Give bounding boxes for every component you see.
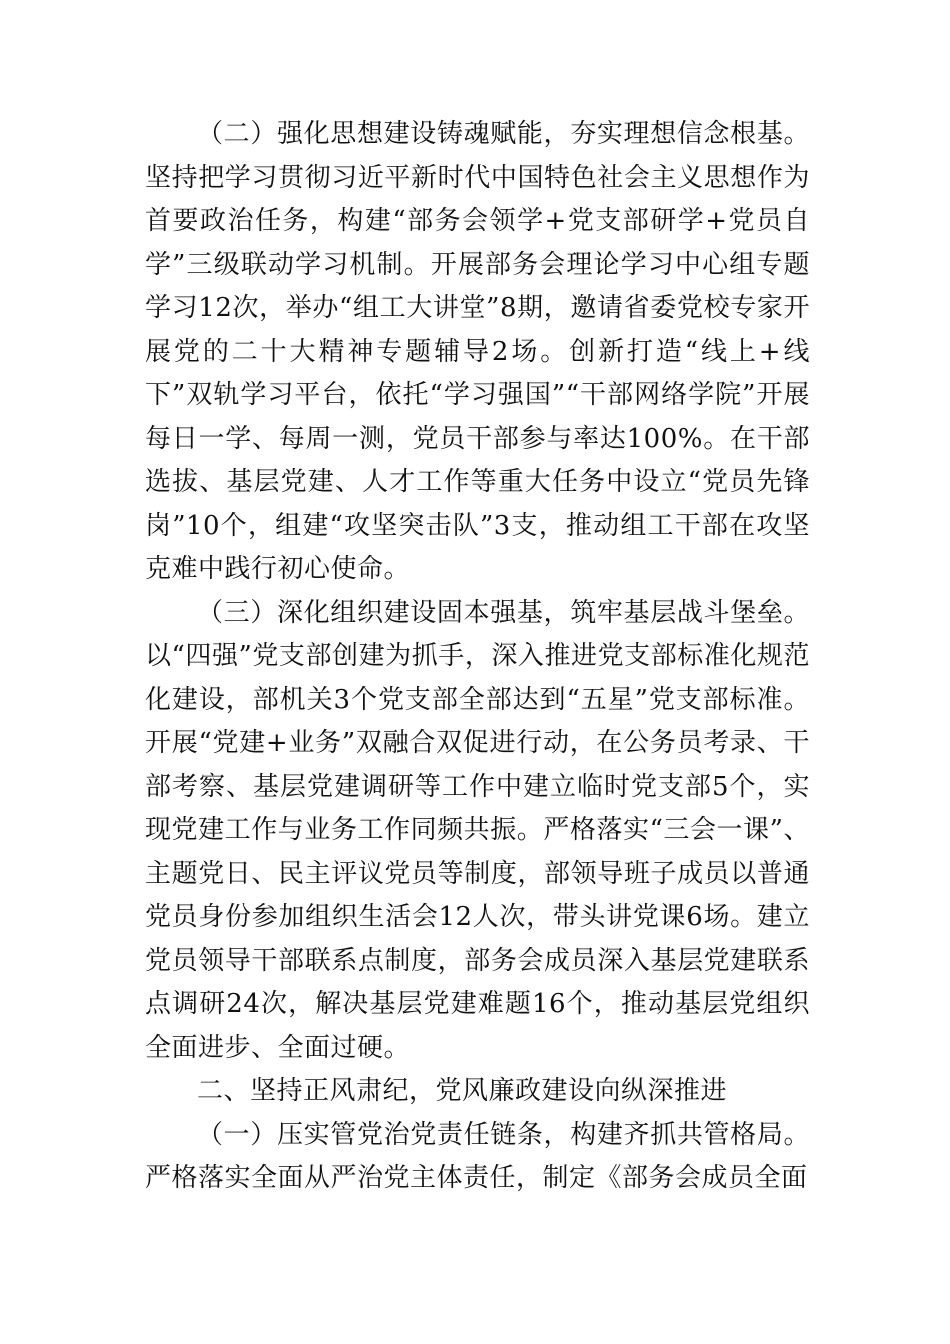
document-body	[145, 113, 810, 1201]
section-heading-discipline: 二、坚持正风肃纪，党风廉政建设向纵深推进	[197, 1076, 728, 1106]
paragraph-organizational-building: （三）深化组织建设固本强基，筑牢基层战斗堡垒。以“四强”党支部创建为抓手，深入推进党支部标准化规范化建设，部机关3个党支部全部达到“五星”党支部标准。开展“党建+业务”双融合双促进行动，在公务员考录、干部考察、基层党建调研等工作中建立临时党支部5个，实现党建工作与业务工作同频共振。严格落实“三会一课”、主题党日、民主评议党员等制度，部领导班子成员以普通党员身份参加组织生活会12人次，带头讲党课6场。建立党员领导干部联系点制度，部务会成员深入基层党建联系点调研24次，解决基层党建难题16个，推动基层党组织全面进步、全面过硬。	[145, 597, 810, 1063]
paragraph-ideological-building: （二）强化思想建设铸魂赋能，夯实理想信念根基。坚持把学习贯彻习近平新时代中国特色社会主义思想作为首要政治任务，构建“部务会领学+党支部研学+党员自学”三级联动学习机制。开展部务会理论学习中心组专题学习12次，举办“组工大讲堂”8期，邀请省委党校专家开展党的二十大精神专题辅导2场。创新打造“线上+线下”双轨学习平台，依托“学习强国”“干部网络学院”开展每日一学、每周一测，党员干部参与率达100%。在干部选拔、基层党建、人才工作等重大任务中设立“党员先锋岗”10个，组建“攻坚突击队”3支，推动组工干部在攻坚克难中践行初心使命。	[145, 119, 810, 584]
paragraph-party-responsibility: （一）压实管党治党责任链条，构建齐抓共管格局。严格落实全面从严治党主体责任，制定《部务会成员全面	[145, 1119, 810, 1193]
